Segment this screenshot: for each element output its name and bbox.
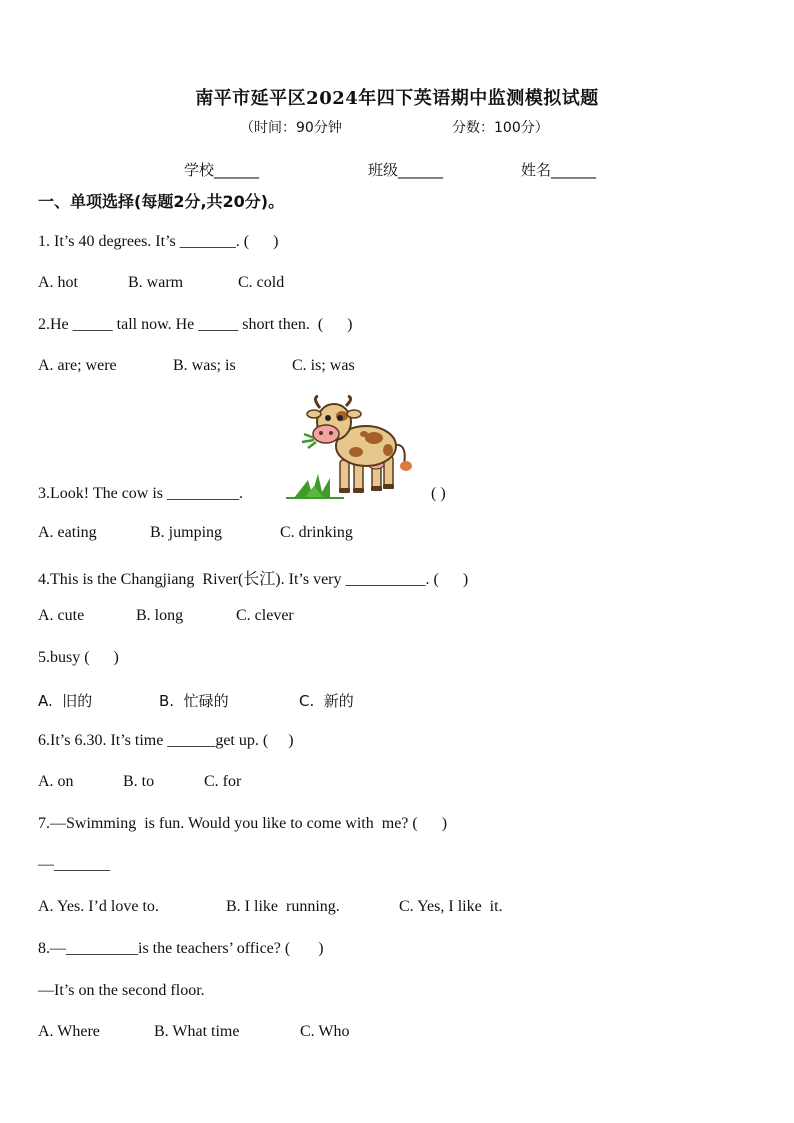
school-field: 学校______ <box>184 161 260 179</box>
question-1: 1. It’s 40 degrees. It’s _______. ( ) <box>38 233 279 250</box>
class-field: 班级______ <box>368 161 444 179</box>
question-5: 5.busy ( ) <box>38 649 119 666</box>
q8-option-b: B. What time <box>154 1023 240 1040</box>
q3-answer-paren: ( ) <box>431 485 446 502</box>
q5-option-a: A. 旧的 <box>38 692 93 710</box>
q7-option-b: B. I like running. <box>226 898 340 915</box>
time-label: （时间：90分钟 <box>240 120 342 136</box>
q5-option-c: C. 新的 <box>299 692 354 710</box>
q1-option-c: C. cold <box>238 274 285 291</box>
q6-option-c: C. for <box>204 773 242 790</box>
question-2: 2.He _____ tall now. He _____ short then. ( ) <box>38 316 353 333</box>
q1-option-a: A. hot <box>38 274 78 291</box>
q3-option-a: A. eating <box>38 524 97 541</box>
question-6: 6.It’s 6.30. It’s time ______get up. ( ) <box>38 732 294 749</box>
q8-option-a: A. Where <box>38 1023 100 1040</box>
section-heading: 一、单项选择(每题2分,共20分)。 <box>38 192 285 211</box>
question-3: 3.Look! The cow is _________. <box>38 485 244 502</box>
q8-answer-line: —It’s on the second floor. <box>38 982 205 999</box>
question-4: 4.This is the Changjiang River(长江). It’s very __________. ( ) <box>38 571 469 588</box>
q1-option-b: B. warm <box>128 274 184 291</box>
q6-option-a: A. on <box>38 773 74 790</box>
q2-option-a: A. are; were <box>38 357 117 374</box>
q7-option-a: A. Yes. I’d love to. <box>38 898 159 915</box>
q8-option-c: C. Who <box>300 1023 350 1040</box>
q3-option-b: B. jumping <box>150 524 223 541</box>
q7-reply-blank: —_______ <box>38 856 110 873</box>
page-title: 南平市延平区2024年四下英语期中监测模拟试题 <box>195 88 599 109</box>
question-7: 7.—Swimming is fun. Would you like to come with me? ( ) <box>38 815 448 832</box>
q3-option-c: C. drinking <box>280 524 353 541</box>
q6-option-b: B. to <box>123 773 155 790</box>
q2-option-b: B. was; is <box>173 357 236 374</box>
name-field: 姓名______ <box>521 161 597 179</box>
q7-option-c: C. Yes, I like it. <box>399 898 503 915</box>
q5-option-b: B. 忙碌的 <box>159 692 229 710</box>
score-label: 分数：100分） <box>452 120 549 136</box>
q2-option-c: C. is; was <box>292 357 355 374</box>
q4-option-a: A. cute <box>38 607 85 624</box>
q4-option-b: B. long <box>136 607 184 624</box>
q4-option-c: C. clever <box>236 607 294 624</box>
question-8: 8.—_________is the teachers’ office? ( ) <box>38 940 324 957</box>
cow-eating-grass-picture <box>284 394 420 502</box>
